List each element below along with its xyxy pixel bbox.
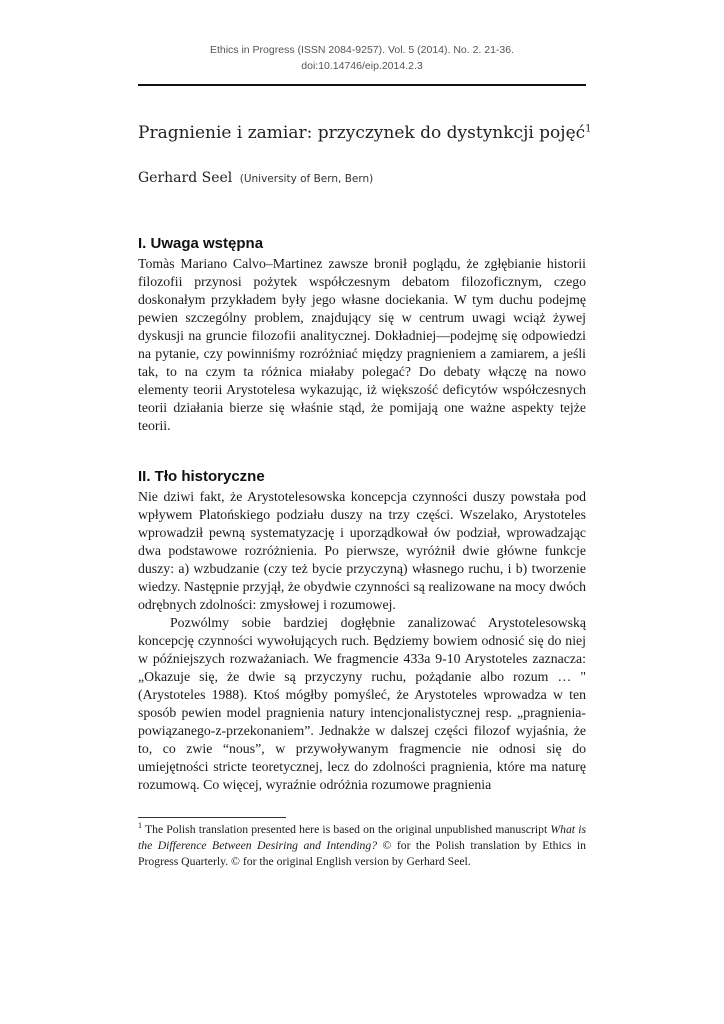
footnote-text-before: The Polish translation presented here is based on the original unpublished manuscript (144, 823, 551, 836)
footnote-rule (138, 817, 286, 818)
journal-header (138, 42, 586, 74)
section-2-paragraph-1: Nie dziwi fakt, że Arystotelesowska koncepcja czynności duszy powstała pod wpływem Platońskiego podziału duszy na trzy części. Wszelako, Arystoteles wprowadził pewną systematyzację i uporządkował ów podział, wprowadzając dwa podstawowe rozróżnienia. Po pierwsze, wyróżnił dwie główne funkcje duszy: a) wzbudzanie (czy też bycie przyczyną) własnego ruchu, i b) tworzenie wiedzy. Następnie przyjął, że obydwie czynności są realizowane na mocy dwóch odrębnych zdolności: zmysłowej i rozumowej. (138, 489, 586, 613)
section-heading-2: II. Tło historyczne (138, 468, 265, 485)
author-affiliation: (University of Bern, Bern) (239, 173, 374, 185)
header-rule (138, 84, 586, 86)
section-2-paragraph-2: Pozwólmy sobie bardziej dogłębnie zanalizować Arystotelesowską koncepcję czynności wywołujących ruch. Będziemy bowiem odnosić się do niej w późniejszych rozważaniach. We fragmencie 433a 9-10 Arystoteles zaznacza: „Okazuje się, że dwie są przyczyny ruchu, pożądanie albo rozum … " (Arystoteles 1988). Ktoś mógłby pomyśleć, że Arystoteles wprowadza w ten sposób pewien model pragnienia natury intencjonalistycznej resp. „pragnienia-powiązanego-z-przekonaniem”. Jednakże w dalszej części filozof wyjaśnia, że to, co zwie “nous”, w przywoływanym fragmencie nie odnosi się do umiejętności stricte teoretycznej, lecz do zdolności pragnienia, które ma naturę rozumową. Co więcej, wyraźnie odróżnia rozumowe pragnienia (138, 615, 586, 793)
section-heading-1: I. Uwaga wstępna (138, 235, 264, 252)
article-title-text: Pragnienie i zamiar: przyczynek do dystynkcji pojęć (138, 123, 586, 143)
footnote-mark: 1 (138, 821, 142, 831)
section-1-paragraph: Tomàs Mariano Calvo–Martinez zawsze bronił poglądu, że zgłębianie historii filozofii przynosi pożytek współczesnym debatom filozoficznym, czego doskonałym przykładem były jego własne dociekania. W tym duchu podejmę pewien szczególny problem, znajdujący się w centrum uwagi wciąż żywej dyskusji na gruncie filozofii analitycznej. Dokładniej—podejmę się odpowiedzi na pytanie, czy powinniśmy rozróżniać między pragnieniem a zamiarem, a jeśli tak, to na czym ta różnica miałaby polegać? Do debaty włączę na nowo elementy teorii Arystotelesa wykazując, iż większość deficytów współczesnych teorii działania bierze się właśnie stąd, że pomijają one ważne aspekty tejże teorii. (138, 256, 586, 434)
title-footnote-mark: 1 (585, 123, 592, 135)
footnote (138, 822, 586, 871)
article-title (138, 122, 592, 144)
doi: doi:10.14746/eip.2014.2.3 (301, 60, 423, 72)
author-name: Gerhard Seel (138, 170, 233, 186)
footnote-italic-title: What is the Difference Between Desiring and Intending? (138, 823, 587, 853)
author-line (138, 168, 373, 189)
footnote-text-after: © for the Polish translation by Ethics in Progress Quarterly. © for the original English version by Gerhard Seel. (138, 839, 586, 869)
journal-citation: Ethics in Progress (ISSN 2084-9257). Vol. 5 (2014). No. 2. 21-36. (209, 44, 515, 56)
